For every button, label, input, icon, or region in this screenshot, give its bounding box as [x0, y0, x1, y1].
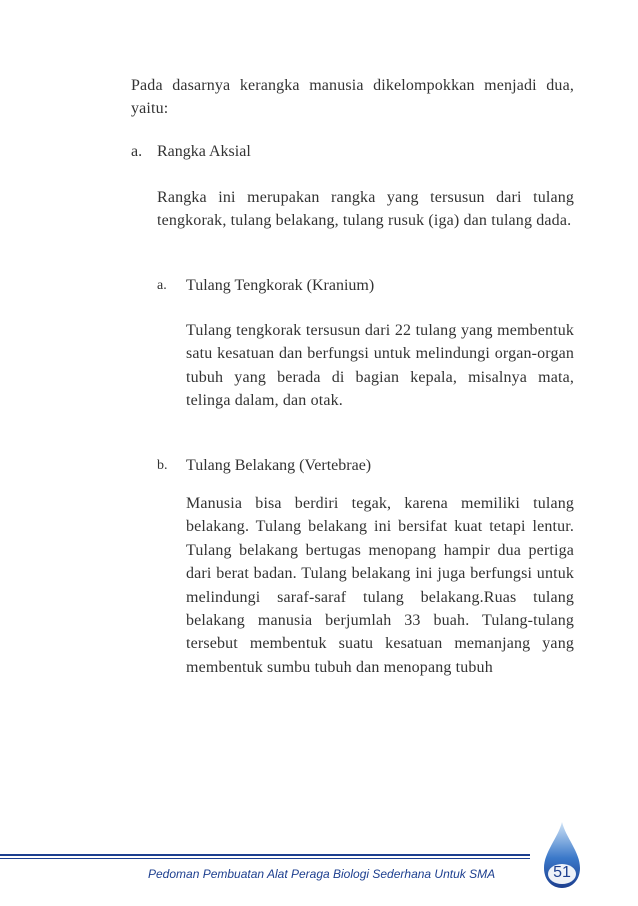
footer-rule — [0, 854, 530, 856]
section-a-marker: a. — [131, 143, 143, 160]
subsection-b-marker: b. — [157, 458, 168, 473]
subsection-a-marker: a. — [157, 278, 167, 293]
subsection-b-body: Manusia bisa berdiri tegak, karena memiliki tulang belakang. Tulang belakang ini bersifat kuat tetapi lentur. Tulang belakang bertugas menopang hampir dua pertiga dari berat badan. Tulang belakang ini juga berfungsi untuk melindungi saraf-saraf tulang belakang.Ruas tulang belakang manusia berjumlah 33 buah. Tulang-tulang tersebut membentuk suatu kesatuan memanjang yang membentuk sumbu tubuh dan menopang tubuh — [186, 495, 574, 676]
subsection-a-title: Tulang Tengkorak (Kranium) — [186, 277, 375, 294]
subsection-b-title: Tulang Belakang (Vertebrae) — [186, 457, 372, 474]
section-a-title: Rangka Aksial — [157, 143, 251, 160]
intro-paragraph: Pada dasarnya kerangka manusia dikelompokkan menjadi dua, yaitu: — [131, 77, 574, 118]
section-a-body: Rangka ini merupakan rangka yang tersusun dari tulang tengkorak, tulang belakang, tulang rusuk (iga) dan tulang dada. — [157, 189, 574, 230]
footer-rule-thin — [0, 858, 530, 859]
footer-title: Pedoman Pembuatan Alat Peraga Biologi Sederhana Untuk SMA — [148, 867, 496, 881]
subsection-a-body: Tulang tengkorak tersusun dari 22 tulang yang membentuk satu kesatuan dan berfungsi untuk melindungi organ-organ tubuh yang berada di bagian kepala, misalnya mata, telinga dalam, dan otak. — [186, 322, 574, 410]
page-number: 51 — [553, 864, 571, 881]
page-number-badge — [540, 820, 584, 890]
